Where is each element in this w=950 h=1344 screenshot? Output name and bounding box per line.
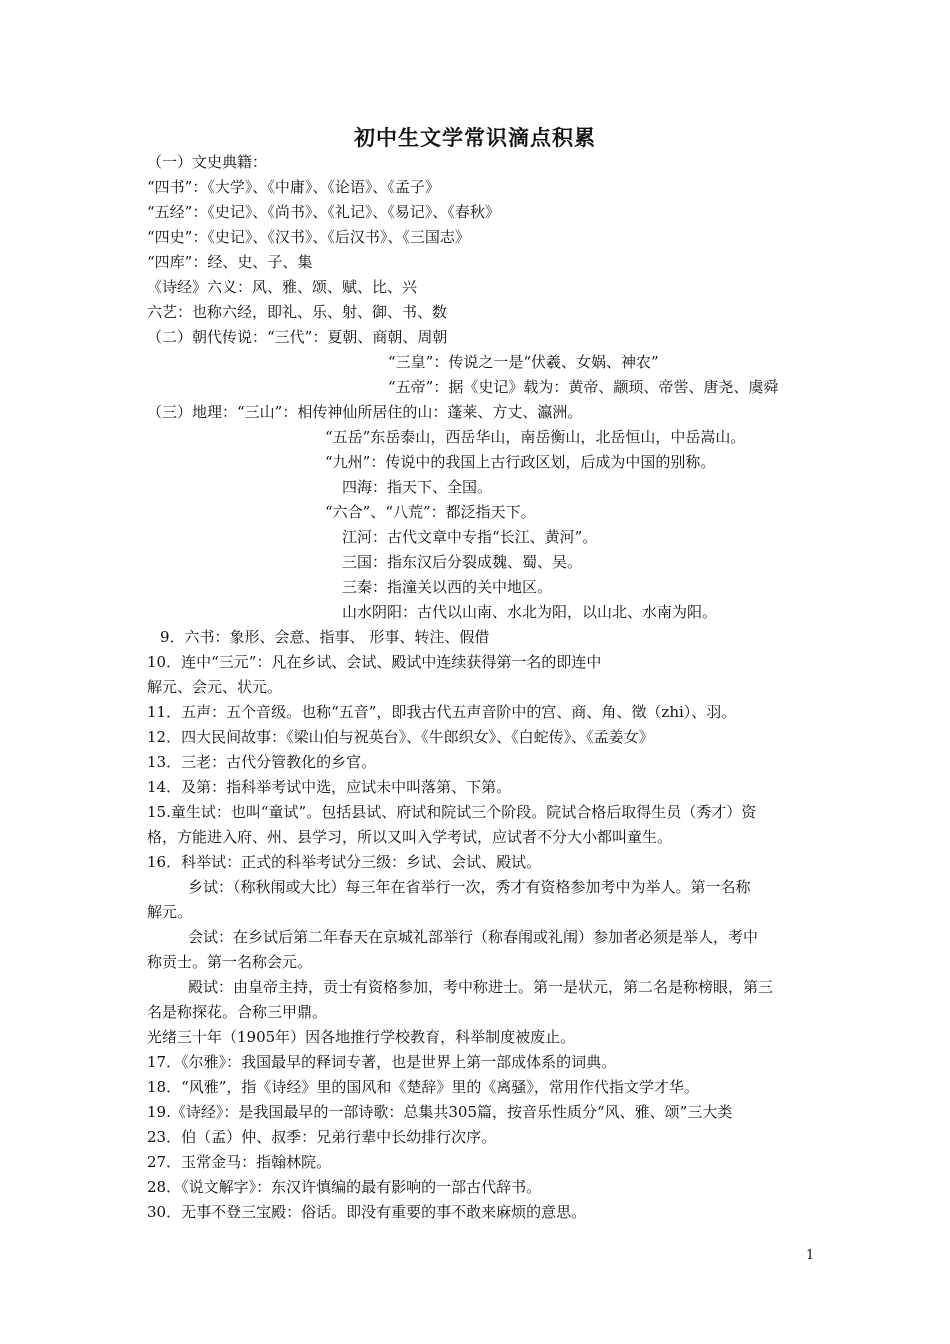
text-line: 格，方能进入府、州、县学习，所以又叫入学考试，应试者不分大小都叫童生。	[147, 828, 673, 846]
text-line: 光绪三十年（1905年）因各地推行学校教育，科举制度被废止。	[147, 1028, 576, 1046]
text-line: 三国：指东汉后分裂成魏、蜀、吴。	[342, 553, 583, 571]
text-line: 11．五声：五个音级。也称“五音”，即我古代五声音阶中的宫、商、角、徵（zhi）、羽。	[147, 703, 737, 721]
text-line: “九州”：传说中的我国上古行政区划，后成为中国的别称。	[325, 453, 716, 471]
text-line: （二）朝代传说：“三代”：夏朝、商朝、周朝	[147, 328, 448, 346]
text-line: 16．科举试：正式的科举考试分三级：乡试、会试、殿试。	[147, 853, 542, 871]
text-line: 三秦：指潼关以西的关中地区。	[342, 578, 553, 596]
text-line: 殿试：由皇帝主持，贡士有资格参加，考中称进士。第一是状元，第二名是称榜眼，第三	[188, 978, 774, 996]
text-line: 四海：指天下、全国。	[342, 478, 493, 496]
text-line: “五岳”东岳泰山，西岳华山，南岳衡山，北岳恒山，中岳嵩山。	[325, 428, 746, 446]
text-line: 15.童生试：也叫“童试”。包括县试、府试和院试三个阶段。院试合格后取得生员（秀才）资	[147, 803, 757, 821]
text-line: 18．“风雅”，指《诗经》里的国风和《楚辞》里的《离骚》，常用作代指文学才华。	[147, 1078, 699, 1096]
text-line: 名是称探花。合称三甲鼎。	[147, 1003, 328, 1021]
text-line: “六合”、“八荒”：都泛指天下。	[325, 503, 536, 521]
text-line: 17．《尔雅》：我国最早的释词专著，也是世界上第一部成体系的词典。	[147, 1053, 617, 1071]
text-line: “四库”：经、史、子、集	[147, 253, 313, 271]
text-line: 19.《诗经》：是我国最早的一部诗歌：总集共305篇，按音乐性质分“风、雅、颂”三大类	[147, 1103, 733, 1121]
text-line: 14．及第：指科举考试中选，应试未中叫落第、下第。	[147, 778, 512, 796]
text-line: 称贡士。第一名称会元。	[147, 953, 313, 971]
text-line: 28．《说文解字》：东汉许慎编的最有影响的一部古代辞书。	[147, 1178, 542, 1196]
text-line: 23．伯（孟）仲、叔季：兄弟行辈中长幼排行次序。	[147, 1128, 497, 1146]
text-line: “五帝”：据《史记》载为：黄帝、颛顼、帝喾、唐尧、虞舜	[388, 378, 779, 396]
text-line: 解元、会元、状元。	[147, 678, 283, 696]
text-line: 六艺：也称六经，即礼、乐、射、御、书、数	[147, 303, 448, 321]
text-line: “四书”：《大学》、《中庸》、《论语》、《孟子》	[147, 178, 440, 196]
text-line: 《诗经》六义：风、雅、颂、赋、比、兴	[147, 278, 418, 296]
text-line: 13．三老：古代分管教化的乡官。	[147, 753, 377, 771]
text-line: 30．无事不登三宝殿：俗话。即没有重要的事不敢来麻烦的意思。	[147, 1203, 587, 1221]
text-line: 12．四大民间故事：《梁山伯与祝英台》、《牛郎织女》、《白蛇传》、《孟姜女》	[147, 728, 654, 746]
text-line: “四史”：《史记》、《汉书》、《后汉书》、《三国志》	[147, 228, 470, 246]
document-title: 初中生文学常识滴点积累	[354, 125, 596, 150]
text-line: 乡试：（称秋闱或大比）每三年在省举行一次，秀才有资格参加考中为举人。第一名称	[188, 878, 751, 896]
text-line: 会试：在乡试后第二年春天在京城礼部举行（称春闱或礼闱）参加者必须是举人，考中	[188, 928, 759, 946]
text-line: 解元。	[147, 903, 193, 921]
page-number: 1	[806, 1248, 815, 1263]
text-line: 山水阴阳：古代以山南、水北为阳，以山北、水南为阳。	[342, 603, 718, 621]
text-line: （三）地理：“三山”：相传神仙所居住的山：蓬莱、方丈、瀛洲。	[147, 403, 583, 421]
text-line: “三皇”：传说之一是“伏羲、女娲、神农”	[388, 353, 659, 371]
text-line: （一）文史典籍：	[147, 153, 268, 171]
text-line: 27．玉常金马：指翰林院。	[147, 1153, 332, 1171]
text-line: 9．六书：象形、会意、指事、 形事、转注、假借	[160, 628, 490, 646]
text-line: 江河：古代文章中专指“长江、黄河”。	[342, 528, 598, 546]
text-line: 10．连中“三元”：凡在乡试、会试、殿试中连续获得第一名的即连中	[147, 653, 602, 671]
text-line: “五经”：《史记》、《尚书》、《礼记》、《易记》、《春秋》	[147, 203, 500, 221]
